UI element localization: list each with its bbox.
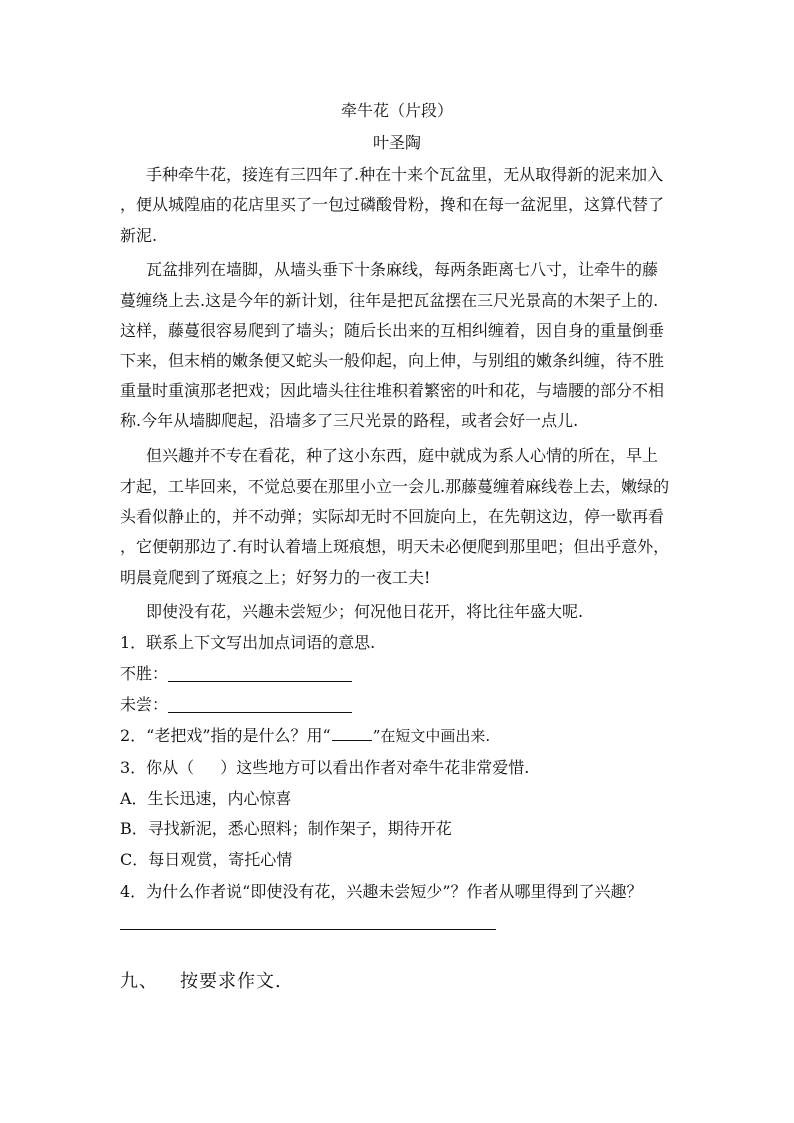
- answer-blank-weichang[interactable]: [168, 712, 352, 713]
- question-3: [120, 758, 529, 778]
- passage-line: 即使没有花，兴趣未尝短少；何况他日花开，将比往年盛大呢.: [146, 602, 584, 621]
- answer-label-weichang: 未尝：: [120, 695, 169, 714]
- passage-line: 头看似静止的，并不动弹；实际却无时不回旋向上，在先朝这边，停一歇再看: [120, 507, 665, 526]
- section-heading: [120, 970, 282, 994]
- question-2: [120, 726, 490, 746]
- question-2-text-start: 2．“老把戏”指的是什么？用“: [120, 726, 331, 745]
- answer-blank-busheng[interactable]: [168, 681, 352, 682]
- answer-label-busheng: 不胜：: [120, 664, 169, 683]
- passage-line: 这样，藤蔓很容易爬到了墙头；随后长出来的互相纠缠着，因自身的重量倒垂: [120, 321, 665, 340]
- passage-line: 瓦盆排列在墙脚，从墙头垂下十条麻线，每两条距离七八寸，让牵牛的藤: [146, 260, 659, 279]
- passage-line: ，便从城隍庙的花店里买了一包过磷酸骨粉，搀和在每一盆泥里，这算代替了: [120, 195, 665, 214]
- question-4: 4．为什么作者说“即使没有花，兴趣未尝短少”？作者从哪里得到了兴趣？: [120, 882, 643, 901]
- passage-line: 才起，工毕回来，不觉总要在那里小立一会儿.那藤蔓缠着麻线卷上去，嫩绿的: [120, 477, 670, 496]
- option-c: C．每日观赏，寄托心情: [120, 850, 293, 869]
- section-title: 按要求作文.: [180, 971, 282, 992]
- passage-line: 下来，但末梢的嫩条便又蛇头一般仰起，向上伸，与别组的嫩条纠缠，待不胜: [120, 351, 665, 370]
- passage-line: 蔓缠绕上去.这是今年的新计划，往年是把瓦盆摆在三尺光景高的木架子上的.: [120, 291, 659, 310]
- passage-line: 重量时重演那老把戏；因此墙头往往堆积着繁密的叶和花，与墙腰的部分不相: [120, 381, 665, 400]
- question-1: 1．联系上下文写出加点词语的意思.: [120, 633, 376, 652]
- passage-line: 手种牵牛花，接连有三四年了.种在十来个瓦盆里，无从取得新的泥来加入: [146, 165, 664, 184]
- passage-line: 明晨竟爬到了斑痕之上；好努力的一夜工夫!: [120, 568, 431, 587]
- question-3-text-end: ）这些地方可以看出作者对牵牛花非常爱惜.: [220, 758, 530, 777]
- passage-line: 称.今年从墙脚爬起，沿墙多了三尺光景的路程，或者会好一点儿.: [120, 411, 579, 430]
- option-a: A．生长迅速，内心惊喜: [120, 789, 292, 808]
- passage-line: 但兴趣并不专在看花，种了这小东西，庭中就成为系人心情的所在，早上: [146, 446, 659, 465]
- passage-author: 叶圣陶: [372, 133, 421, 152]
- option-b: B．寻找新泥，悉心照料；制作架子，期待开花: [120, 819, 452, 838]
- passage-title: 牵牛花（片段）: [340, 101, 453, 120]
- passage-line: 新泥.: [120, 226, 158, 245]
- answer-blank-q4[interactable]: [120, 929, 496, 930]
- section-number: 九、: [120, 971, 158, 992]
- question-2-text-end: ”在短文中画出来.: [372, 727, 491, 745]
- question-3-text-start: 3．你从（: [120, 758, 195, 777]
- passage-line: ，它便朝那边了.有时认着墙上斑痕想，明天未必便爬到那里吧；但出乎意外，: [120, 537, 670, 556]
- underline-mark-blank: [332, 727, 372, 741]
